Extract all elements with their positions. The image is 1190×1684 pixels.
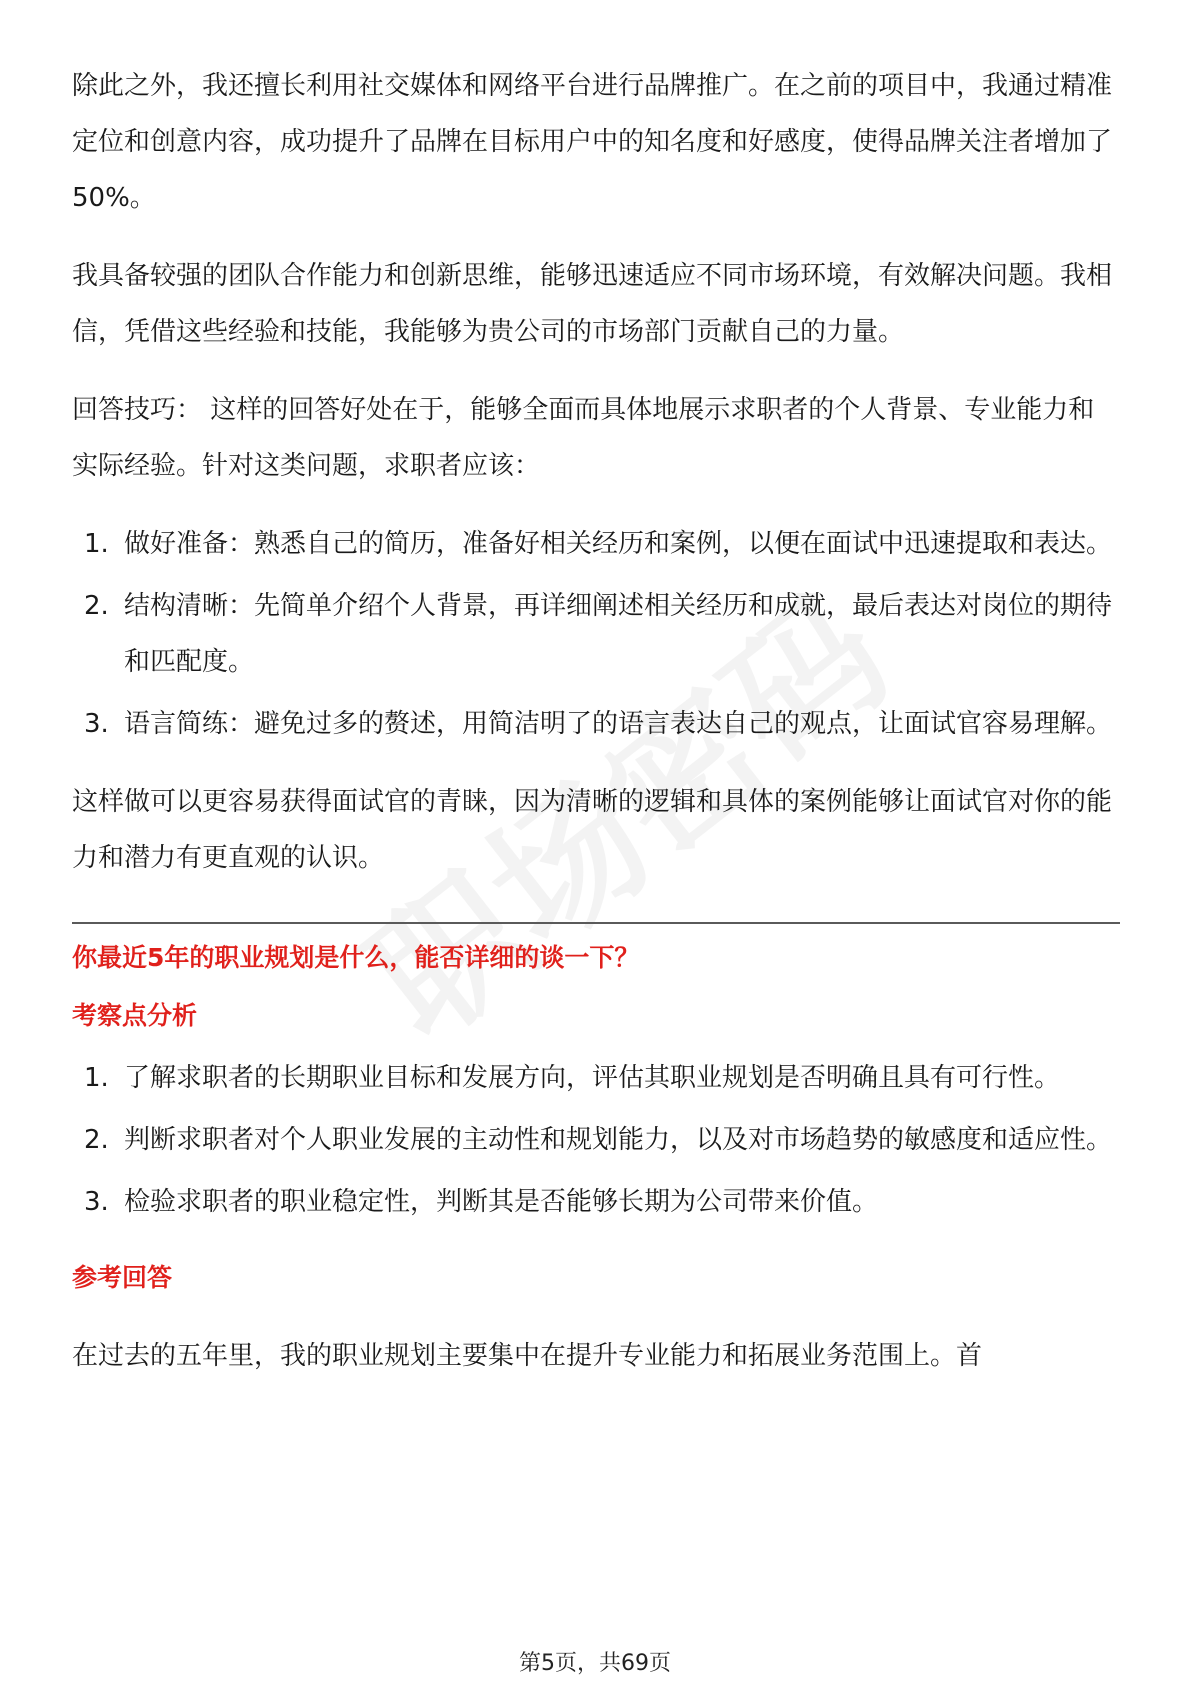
reference-answer-start: 在过去的五年里，我的职业规划主要集中在提升专业能力和拓展业务范围上。首 <box>72 1341 983 1371</box>
tips-list <box>72 516 1120 752</box>
question-title: 你最近5年的职业规划是什么，能否详细的谈一下？ <box>72 943 640 972</box>
page-footer <box>0 1650 1190 1678</box>
list-number: 1. <box>84 1063 109 1093</box>
paragraph-brand-promotion: 除此之外，我还擅长利用社交媒体和网络平台进行品牌推广。在之前的项目中，我通过精准定位和创意内容，成功提升了品牌在目标用户中的知名度和好感度，使得品牌关注者增加了50%。 <box>72 71 1113 213</box>
analysis-heading: 考察点分析 <box>72 1001 198 1030</box>
list-item <box>72 1112 1120 1168</box>
list-item <box>72 578 1120 690</box>
page-content <box>72 58 1120 1371</box>
list-item <box>72 696 1120 752</box>
list-text: 了解求职者的长期职业目标和发展方向，评估其职业规划是否明确且具有可行性。 <box>124 1063 1061 1093</box>
section-divider <box>72 922 1120 924</box>
list-number: 3. <box>84 709 109 739</box>
paragraph-conclusion: 这样做可以更容易获得面试官的青睐，因为清晰的逻辑和具体的案例能够让面试官对你的能力和潜力有更直观的认识。 <box>72 787 1113 873</box>
list-text: 做好准备：熟悉自己的简历，准备好相关经历和案例，以便在面试中迅速提取和表达。 <box>124 529 1113 559</box>
paragraph-teamwork: 我具备较强的团队合作能力和创新思维，能够迅速适应不同市场环境，有效解决问题。我相信，凭借这些经验和技能，我能够为贵公司的市场部门贡献自己的力量。 <box>72 261 1113 347</box>
list-item <box>72 1174 1120 1230</box>
list-number: 3. <box>84 1187 109 1217</box>
list-number: 2. <box>84 591 109 621</box>
list-text: 语言简练：避免过多的赘述，用简洁明了的语言表达自己的观点，让面试官容易理解。 <box>124 709 1113 739</box>
list-number: 2. <box>84 1125 109 1155</box>
page-number: 第5页，共69页 <box>513 1651 677 1676</box>
list-text: 判断求职者对个人职业发展的主动性和规划能力，以及对市场趋势的敏感度和适应性。 <box>124 1125 1113 1155</box>
reference-heading: 参考回答 <box>72 1263 173 1292</box>
paragraph-answer-tips: 回答技巧： 这样的回答好处在于，能够全面而具体地展示求职者的个人背景、专业能力和实际经验。针对这类问题，求职者应该： <box>72 395 1095 481</box>
list-text: 检验求职者的职业稳定性，判断其是否能够长期为公司带来价值。 <box>124 1187 879 1217</box>
analysis-list <box>72 1050 1120 1230</box>
list-number: 1. <box>84 529 109 559</box>
list-item <box>72 516 1120 572</box>
list-text: 结构清晰：先简单介绍个人背景，再详细阐述相关经历和成就，最后表达对岗位的期待和匹配度。 <box>124 591 1113 677</box>
list-item <box>72 1050 1120 1106</box>
